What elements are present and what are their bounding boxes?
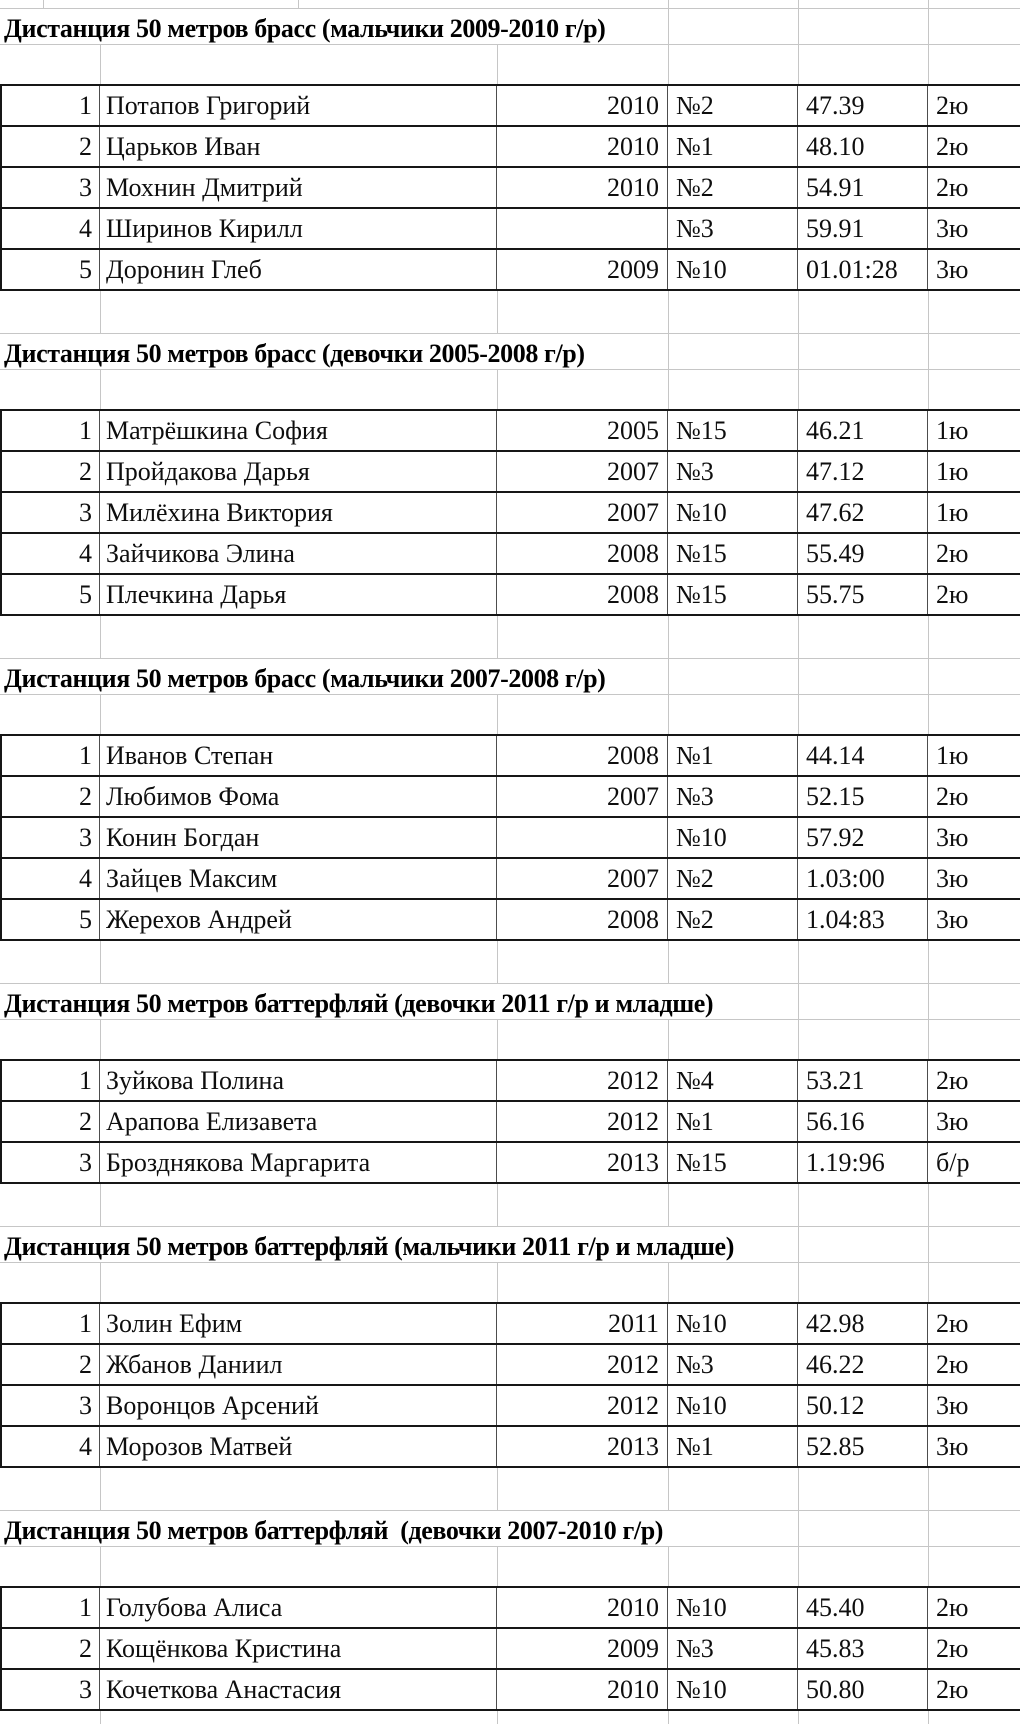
rank-cell[interactable]: 2ю — [936, 90, 969, 120]
time-cell[interactable]: 55.49 — [798, 534, 928, 573]
rank-cell[interactable]: 1ю — [936, 456, 969, 486]
result-row — [2, 734, 1020, 775]
club-number-cell[interactable]: №10 — [668, 818, 798, 857]
gridline-v — [798, 1511, 799, 1546]
spacer-row — [0, 941, 1020, 983]
gridline-v — [100, 1468, 101, 1510]
name-cell[interactable]: Доронин Глеб — [100, 250, 497, 289]
year-cell[interactable] — [497, 209, 668, 248]
rank-cell[interactable]: 2ю — [936, 1592, 969, 1622]
year-cell[interactable] — [497, 818, 668, 857]
spacer-row — [0, 695, 1020, 734]
rank-cell[interactable]: 3ю — [936, 254, 969, 284]
place-cell[interactable]: 2 — [2, 127, 100, 166]
place-cell[interactable]: 1 — [2, 86, 100, 125]
year-cell[interactable]: 2008 — [497, 736, 668, 775]
year-cell[interactable]: 2009 — [497, 250, 668, 289]
cutoff-top-row — [0, 0, 1020, 8]
club-number-cell[interactable]: №1 — [668, 736, 798, 775]
gridline-v — [668, 659, 669, 694]
gridline-v — [798, 941, 799, 983]
result-row — [2, 532, 1020, 573]
gridline-v — [798, 1227, 799, 1262]
place-cell[interactable]: 1 — [2, 1061, 100, 1100]
place-cell[interactable]: 1 — [2, 1304, 100, 1343]
gridline-v — [100, 45, 101, 84]
year-cell[interactable]: 2010 — [497, 168, 668, 207]
result-row — [2, 1343, 1020, 1384]
time-cell[interactable]: 1.19:96 — [798, 1143, 928, 1182]
place-cell[interactable]: 2 — [2, 452, 100, 491]
year-cell[interactable]: 2008 — [497, 900, 668, 939]
place-cell[interactable]: 1 — [2, 1588, 100, 1627]
cutoff-bottom-row — [0, 1711, 1020, 1724]
club-number-cell[interactable]: №3 — [668, 452, 798, 491]
club-number-cell[interactable]: №4 — [668, 1061, 798, 1100]
gridline-v — [43, 0, 44, 8]
gridline-v — [668, 0, 669, 8]
gridline-v — [928, 1020, 929, 1059]
rank-cell[interactable]: 1ю — [936, 497, 969, 527]
year-cell[interactable]: 2007 — [497, 859, 668, 898]
place-cell[interactable]: 4 — [2, 534, 100, 573]
spacer-row — [0, 45, 1020, 84]
club-number-cell[interactable]: №2 — [668, 859, 798, 898]
rank-cell[interactable]: 3ю — [936, 1390, 969, 1420]
rank-cell[interactable]: 3ю — [936, 213, 969, 243]
year-cell[interactable]: 2009 — [497, 1629, 668, 1668]
club-number-cell[interactable]: №1 — [668, 1427, 798, 1466]
gridline-v — [497, 1547, 498, 1586]
time-cell[interactable]: 45.83 — [798, 1629, 928, 1668]
result-row — [2, 1302, 1020, 1343]
section — [0, 658, 1020, 983]
club-number-cell[interactable]: №10 — [668, 1386, 798, 1425]
result-row — [2, 491, 1020, 532]
section — [0, 1226, 1020, 1510]
gridline-v — [100, 1263, 101, 1302]
spacer-row — [0, 291, 1020, 333]
year-cell[interactable]: 2012 — [497, 1102, 668, 1141]
time-cell[interactable]: 1.04:83 — [798, 900, 928, 939]
club-number-cell[interactable]: №15 — [668, 411, 798, 450]
result-row — [2, 84, 1020, 125]
club-number-cell[interactable]: №15 — [668, 575, 798, 614]
name-cell[interactable]: Ширинов Кирилл — [100, 209, 497, 248]
gridline-v — [668, 45, 669, 84]
spacer-row — [0, 370, 1020, 409]
gridline-v — [100, 941, 101, 983]
year-cell[interactable]: 2007 — [497, 493, 668, 532]
section-title[interactable]: Дистанция 50 метров баттерфляй (мальчики 2011 г/р и младше) — [4, 1232, 734, 1261]
gridline-v — [798, 1184, 799, 1226]
year-cell[interactable]: 2008 — [497, 575, 668, 614]
time-cell[interactable]: 55.75 — [798, 575, 928, 614]
time-cell[interactable]: 54.91 — [798, 168, 928, 207]
result-row — [2, 1586, 1020, 1627]
gridline-v — [100, 370, 101, 409]
club-number-cell[interactable]: №2 — [668, 168, 798, 207]
year-cell[interactable]: 2013 — [497, 1143, 668, 1182]
gridline-v — [928, 45, 929, 84]
section-title-row — [0, 1226, 1020, 1263]
results-block — [0, 1586, 1020, 1711]
result-row — [2, 1141, 1020, 1182]
gridline-v — [798, 659, 799, 694]
time-cell[interactable]: 01.01:28 — [798, 250, 928, 289]
name-cell[interactable]: Воронцов Арсений — [100, 1386, 497, 1425]
section-title-row — [0, 1510, 1020, 1547]
result-row — [2, 1627, 1020, 1668]
name-cell[interactable]: Жбанов Даниил — [100, 1345, 497, 1384]
gridline-v — [668, 334, 669, 369]
place-cell[interactable]: 5 — [2, 250, 100, 289]
gridline-v — [798, 291, 799, 333]
gridline-v — [100, 695, 101, 734]
name-cell[interactable]: Арапова Елизавета — [100, 1102, 497, 1141]
result-row — [2, 1425, 1020, 1466]
time-cell[interactable]: 56.16 — [798, 1102, 928, 1141]
gridline-v — [497, 1184, 498, 1226]
place-cell[interactable]: 3 — [2, 1143, 100, 1182]
place-cell[interactable]: 5 — [2, 900, 100, 939]
name-cell[interactable]: Зуйкова Полина — [100, 1061, 497, 1100]
section-title[interactable]: Дистанция 50 метров брасс (мальчики 2009-2010 г/р) — [4, 14, 606, 43]
year-cell[interactable]: 2007 — [497, 452, 668, 491]
section-title[interactable]: Дистанция 50 метров баттерфляй (девочки 2011 г/р и младше) — [4, 989, 714, 1018]
rank-cell[interactable]: б/р — [936, 1147, 970, 1177]
place-cell[interactable]: 2 — [2, 777, 100, 816]
place-cell[interactable]: 2 — [2, 1345, 100, 1384]
rank-cell[interactable]: 3ю — [936, 1106, 969, 1136]
name-cell[interactable]: Царьков Иван — [100, 127, 497, 166]
name-cell[interactable]: Кочеткова Анастасия — [100, 1670, 497, 1709]
gridline-v — [668, 941, 669, 983]
time-cell[interactable]: 45.40 — [798, 1588, 928, 1627]
section-title[interactable]: Дистанция 50 метров брасс (девочки 2005-2008 г/р) — [4, 339, 585, 368]
year-cell[interactable]: 2012 — [497, 1345, 668, 1384]
year-cell[interactable]: 2012 — [497, 1061, 668, 1100]
name-cell[interactable]: Жерехов Андрей — [100, 900, 497, 939]
club-number-cell[interactable]: №15 — [668, 534, 798, 573]
name-cell[interactable]: Конин Богдан — [100, 818, 497, 857]
gridline-v — [100, 1711, 101, 1724]
section — [0, 983, 1020, 1226]
time-cell[interactable]: 1.03:00 — [798, 859, 928, 898]
gridline-v — [928, 659, 929, 694]
gridline-v — [928, 1263, 929, 1302]
gridline-v — [100, 1547, 101, 1586]
gridline-v — [668, 1263, 669, 1302]
place-cell[interactable]: 4 — [2, 859, 100, 898]
rank-cell[interactable]: 3ю — [936, 863, 969, 893]
gridline-v — [668, 1711, 669, 1724]
gridline-v — [928, 9, 929, 44]
gridline-v — [497, 45, 498, 84]
name-cell[interactable]: Матрёшкина София — [100, 411, 497, 450]
gridline-v — [928, 1227, 929, 1262]
club-number-cell[interactable]: №10 — [668, 1304, 798, 1343]
gridline-v — [928, 1184, 929, 1226]
results-block — [0, 409, 1020, 616]
section — [0, 333, 1020, 658]
club-number-cell[interactable]: №3 — [668, 1345, 798, 1384]
name-cell[interactable]: Кощёнкова Кристина — [100, 1629, 497, 1668]
club-number-cell[interactable]: №3 — [668, 1629, 798, 1668]
name-cell[interactable]: Иванов Степан — [100, 736, 497, 775]
gridline-v — [668, 370, 669, 409]
rank-cell[interactable]: 3ю — [936, 822, 969, 852]
club-number-cell[interactable]: №10 — [668, 1588, 798, 1627]
rank-cell[interactable]: 1ю — [936, 415, 969, 445]
gridline-v — [928, 1468, 929, 1510]
gridline-v — [497, 1020, 498, 1059]
gridline-v — [668, 616, 669, 658]
result-row — [2, 450, 1020, 491]
time-cell[interactable]: 52.85 — [798, 1427, 928, 1466]
gridline-v — [798, 1263, 799, 1302]
spacer-row — [0, 1263, 1020, 1302]
time-cell[interactable]: 47.39 — [798, 86, 928, 125]
gridline-v — [928, 616, 929, 658]
section-title[interactable]: Дистанция 50 метров брасс (мальчики 2007-2008 г/р) — [4, 664, 606, 693]
place-cell[interactable]: 3 — [2, 1670, 100, 1709]
gridline-v — [668, 695, 669, 734]
gridline-v — [928, 291, 929, 333]
gridline-v — [798, 695, 799, 734]
rank-cell[interactable]: 3ю — [936, 904, 969, 934]
result-row — [2, 1100, 1020, 1141]
club-number-cell[interactable]: №15 — [668, 1143, 798, 1182]
section-title-row — [0, 658, 1020, 695]
club-number-cell[interactable]: №1 — [668, 1102, 798, 1141]
section-title-row — [0, 333, 1020, 370]
gridline-v — [798, 334, 799, 369]
gridline-v — [668, 291, 669, 333]
place-cell[interactable]: 1 — [2, 411, 100, 450]
gridline-v — [798, 616, 799, 658]
rank-cell[interactable]: 2ю — [936, 1674, 969, 1704]
place-cell[interactable]: 1 — [2, 736, 100, 775]
year-cell[interactable]: 2010 — [497, 127, 668, 166]
name-cell[interactable]: Зайчикова Элина — [100, 534, 497, 573]
result-row — [2, 1668, 1020, 1709]
gridline-v — [928, 1511, 929, 1546]
club-number-cell[interactable]: №3 — [668, 777, 798, 816]
result-row — [2, 248, 1020, 289]
gridline-v — [928, 984, 929, 1019]
gridline-v — [928, 941, 929, 983]
club-number-cell[interactable]: №2 — [668, 86, 798, 125]
year-cell[interactable]: 2005 — [497, 411, 668, 450]
time-cell[interactable]: 47.62 — [798, 493, 928, 532]
gridline-v — [798, 1711, 799, 1724]
time-cell[interactable]: 57.92 — [798, 818, 928, 857]
gridline-v — [928, 1547, 929, 1586]
name-cell[interactable]: Мохнин Дмитрий — [100, 168, 497, 207]
gridline-v — [298, 0, 299, 8]
name-cell[interactable]: Пройдакова Дарья — [100, 452, 497, 491]
rank-cell[interactable]: 2ю — [936, 538, 969, 568]
gridline-v — [497, 370, 498, 409]
spacer-row — [0, 616, 1020, 658]
year-cell[interactable]: 2012 — [497, 1386, 668, 1425]
result-row — [2, 898, 1020, 939]
time-cell[interactable]: 50.80 — [798, 1670, 928, 1709]
rank-cell[interactable]: 2ю — [936, 1349, 969, 1379]
spacer-row — [0, 1020, 1020, 1059]
time-cell[interactable]: 50.12 — [798, 1386, 928, 1425]
gridline-v — [497, 616, 498, 658]
rank-cell[interactable]: 2ю — [936, 1633, 969, 1663]
section — [0, 1510, 1020, 1724]
time-cell[interactable]: 46.21 — [798, 411, 928, 450]
result-row — [2, 775, 1020, 816]
time-cell[interactable]: 47.12 — [798, 452, 928, 491]
results-block — [0, 1059, 1020, 1184]
gridline-v — [668, 9, 669, 44]
place-cell[interactable]: 3 — [2, 1386, 100, 1425]
place-cell[interactable]: 4 — [2, 209, 100, 248]
gridline-v — [928, 334, 929, 369]
gridline-v — [668, 1184, 669, 1226]
gridline-v — [100, 1184, 101, 1226]
rank-cell[interactable]: 2ю — [936, 172, 969, 202]
result-row — [2, 857, 1020, 898]
spacer-row — [0, 1468, 1020, 1510]
name-cell[interactable]: Золин Ефим — [100, 1304, 497, 1343]
time-cell[interactable]: 59.91 — [798, 209, 928, 248]
gridline-v — [497, 695, 498, 734]
gridline-v — [798, 984, 799, 1019]
gridline-v — [497, 1263, 498, 1302]
time-cell[interactable]: 46.22 — [798, 1345, 928, 1384]
name-cell[interactable]: Брозднякова Маргарита — [100, 1143, 497, 1182]
name-cell[interactable]: Потапов Григорий — [100, 86, 497, 125]
name-cell[interactable]: Милёхина Виктория — [100, 493, 497, 532]
gridline-v — [100, 616, 101, 658]
name-cell[interactable]: Зайцев Максим — [100, 859, 497, 898]
gridline-v — [928, 1711, 929, 1724]
year-cell[interactable]: 2008 — [497, 534, 668, 573]
name-cell[interactable]: Плечкина Дарья — [100, 575, 497, 614]
club-number-cell[interactable]: №10 — [668, 493, 798, 532]
result-row — [2, 1384, 1020, 1425]
club-number-cell[interactable]: №10 — [668, 250, 798, 289]
result-row — [2, 573, 1020, 614]
gridline-v — [668, 1020, 669, 1059]
result-row — [2, 1059, 1020, 1100]
name-cell[interactable]: Любимов Фома — [100, 777, 497, 816]
rank-cell[interactable]: 1ю — [936, 740, 969, 770]
gridline-v — [497, 1711, 498, 1724]
rank-cell[interactable]: 2ю — [936, 781, 969, 811]
place-cell[interactable]: 4 — [2, 1427, 100, 1466]
result-row — [2, 125, 1020, 166]
place-cell[interactable]: 3 — [2, 168, 100, 207]
place-cell[interactable]: 3 — [2, 818, 100, 857]
year-cell[interactable]: 2010 — [497, 1588, 668, 1627]
year-cell[interactable]: 2007 — [497, 777, 668, 816]
gridline-v — [798, 45, 799, 84]
time-cell[interactable]: 52.15 — [798, 777, 928, 816]
result-row — [2, 207, 1020, 248]
gridline-v — [497, 941, 498, 983]
results-block — [0, 84, 1020, 291]
time-cell[interactable]: 48.10 — [798, 127, 928, 166]
gridline-v — [798, 1547, 799, 1586]
section — [0, 8, 1020, 333]
result-row — [2, 816, 1020, 857]
place-cell[interactable]: 5 — [2, 575, 100, 614]
time-cell[interactable]: 53.21 — [798, 1061, 928, 1100]
place-cell[interactable]: 3 — [2, 493, 100, 532]
gridline-v — [100, 291, 101, 333]
club-number-cell[interactable]: №1 — [668, 127, 798, 166]
spacer-row — [0, 1184, 1020, 1226]
gridline-v — [497, 291, 498, 333]
name-cell[interactable]: Морозов Матвей — [100, 1427, 497, 1466]
year-cell[interactable]: 2011 — [497, 1304, 668, 1343]
result-row — [2, 166, 1020, 207]
place-cell[interactable]: 2 — [2, 1102, 100, 1141]
results-block — [0, 734, 1020, 941]
gridline-v — [798, 1020, 799, 1059]
year-cell[interactable]: 2010 — [497, 86, 668, 125]
place-cell[interactable]: 2 — [2, 1629, 100, 1668]
gridline-v — [798, 0, 799, 8]
name-cell[interactable]: Голубова Алиса — [100, 1588, 497, 1627]
gridline-v — [798, 9, 799, 44]
time-cell[interactable]: 44.14 — [798, 736, 928, 775]
gridline-v — [928, 0, 929, 8]
club-number-cell[interactable]: №2 — [668, 900, 798, 939]
gridline-v — [668, 1547, 669, 1586]
rank-cell[interactable]: 2ю — [936, 1308, 969, 1338]
club-number-cell[interactable]: №3 — [668, 209, 798, 248]
spacer-row — [0, 1547, 1020, 1586]
results-block — [0, 1302, 1020, 1468]
gridline-v — [100, 1020, 101, 1059]
gridline-v — [798, 1468, 799, 1510]
result-row — [2, 409, 1020, 450]
gridline-v — [798, 370, 799, 409]
gridline-v — [928, 370, 929, 409]
time-cell[interactable]: 42.98 — [798, 1304, 928, 1343]
gridline-v — [497, 1468, 498, 1510]
rank-cell[interactable]: 3ю — [936, 1431, 969, 1461]
section-title[interactable]: Дистанция 50 метров баттерфляй (девочки 2007-2010 г/р) — [4, 1516, 664, 1545]
gridline-v — [928, 695, 929, 734]
rank-cell[interactable]: 2ю — [936, 131, 969, 161]
rank-cell[interactable]: 2ю — [936, 1065, 969, 1095]
club-number-cell[interactable]: №10 — [668, 1670, 798, 1709]
rank-cell[interactable]: 2ю — [936, 579, 969, 609]
year-cell[interactable]: 2013 — [497, 1427, 668, 1466]
year-cell[interactable]: 2010 — [497, 1670, 668, 1709]
gridline-v — [668, 1468, 669, 1510]
section-title-row — [0, 983, 1020, 1020]
section-title-row — [0, 8, 1020, 45]
